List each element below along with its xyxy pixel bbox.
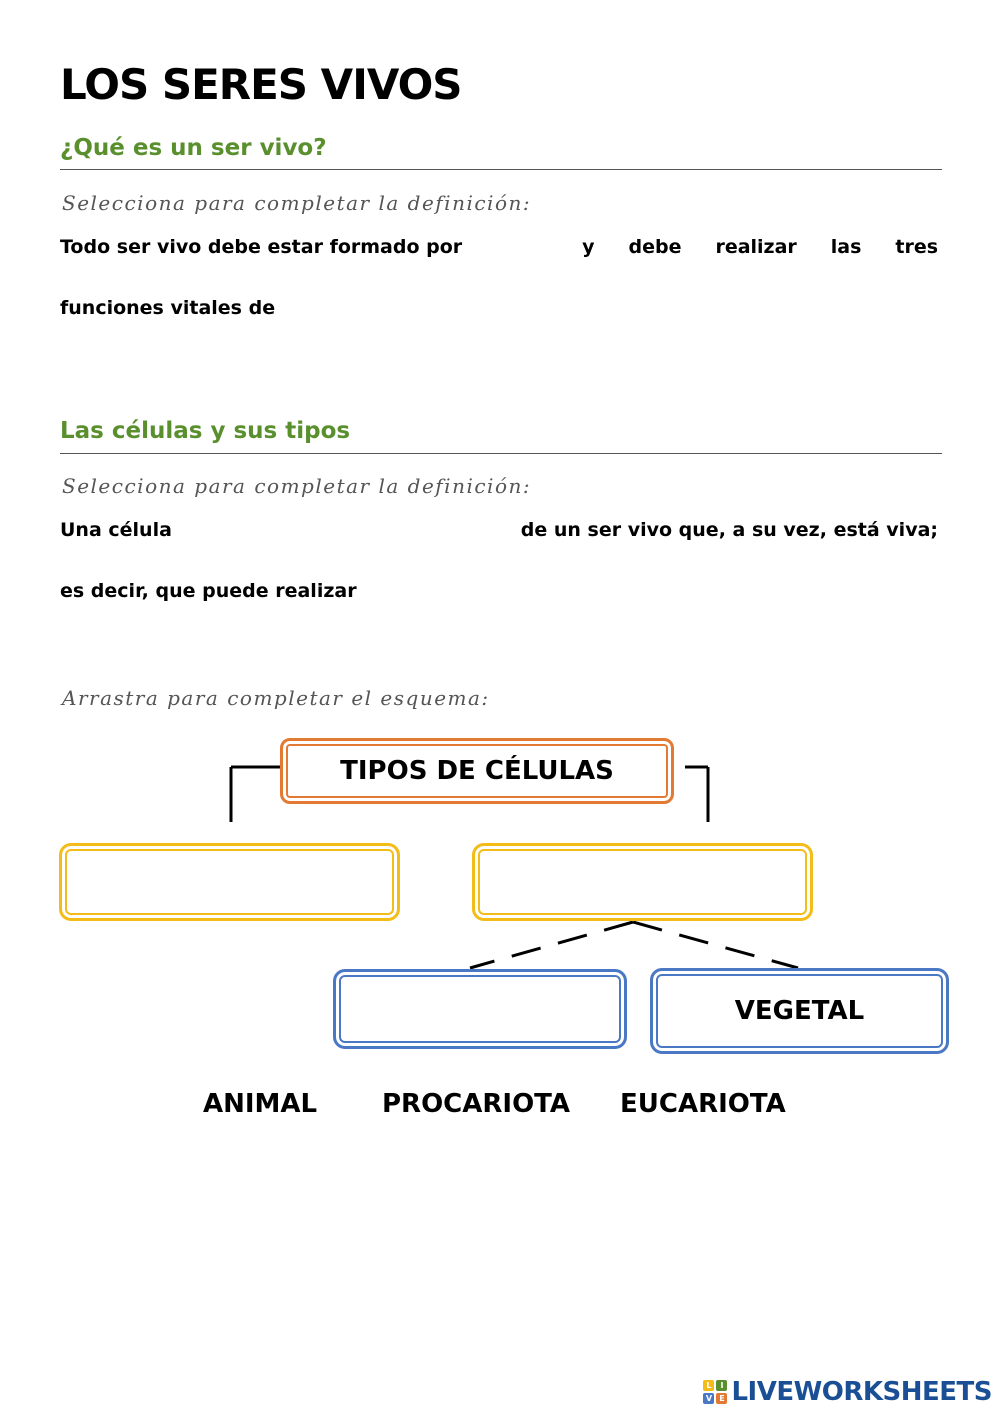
definition-word: tres <box>895 236 939 258</box>
instruction-select-1: Selecciona para completar la definición: <box>62 191 532 215</box>
section-heading-ser-vivo: ¿Qué es un ser vivo? <box>60 135 327 161</box>
instruction-select-2: Selecciona para completar la definición: <box>62 474 532 498</box>
brand-name: LIVEWORKSHEETS <box>731 1377 992 1407</box>
logo-letter: I <box>716 1380 727 1391</box>
definition-word: debe <box>628 236 682 258</box>
logo-letter: L <box>703 1380 714 1391</box>
definition-text: es decir, que puede realizar <box>60 580 357 602</box>
diagram-root-box <box>280 738 674 804</box>
liveworksheets-logo-icon <box>703 1380 727 1404</box>
logo-letter: V <box>703 1393 714 1404</box>
definition-text-start: Una célula <box>60 519 172 541</box>
diagram-leaf-right-label: VEGETAL <box>734 996 865 1026</box>
dashed-connector-line <box>470 922 633 968</box>
definition-word: y <box>582 236 595 258</box>
instruction-drag: Arrastra para completar el esquema: <box>62 686 490 710</box>
definition-text-start: Todo ser vivo debe estar formado por <box>60 236 463 258</box>
drop-box-right[interactable] <box>472 843 813 921</box>
page-title: LOS SERES VIVOS <box>60 60 462 109</box>
drag-option-animal[interactable]: ANIMAL <box>203 1089 318 1119</box>
drag-option-procariota[interactable]: PROCARIOTA <box>382 1089 571 1119</box>
definition-text-end: de un ser vivo que, a su vez, está viva; <box>520 519 938 541</box>
logo-letter: E <box>716 1393 727 1404</box>
diagram-root-label: TIPOS DE CÉLULAS <box>340 756 614 786</box>
definition-word: las <box>830 236 862 258</box>
dashed-connector-line <box>633 922 798 968</box>
section-heading-celulas: Las células y sus tipos <box>60 418 351 444</box>
drag-option-eucariota[interactable]: EUCARIOTA <box>620 1089 786 1119</box>
drop-box-left[interactable] <box>59 843 400 921</box>
definition-text: funciones vitales de <box>60 297 276 319</box>
brand-footer <box>703 1377 992 1407</box>
definition-word: realizar <box>715 236 797 258</box>
drop-box-leaf-left[interactable] <box>333 969 627 1049</box>
diagram-leaf-right-box <box>650 968 949 1054</box>
